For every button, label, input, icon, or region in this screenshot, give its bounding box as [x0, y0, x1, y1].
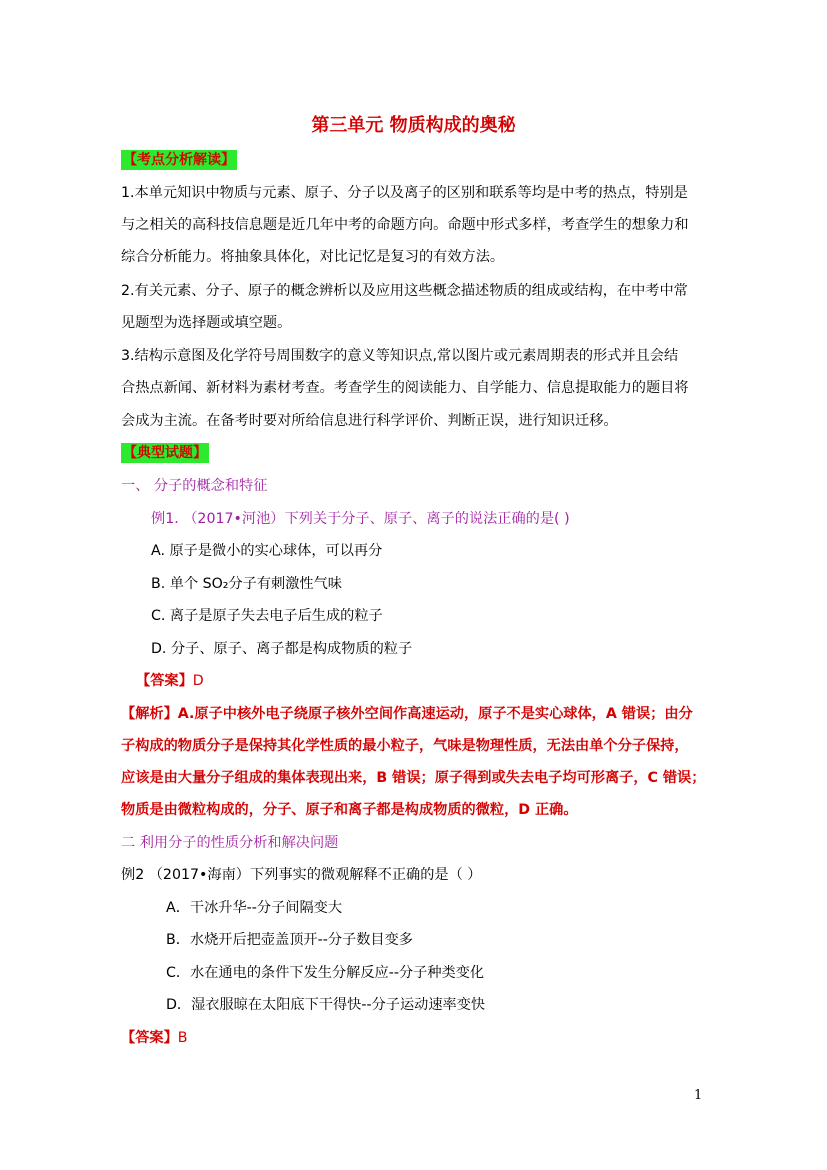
example-1-option-c: C. 离子是原子失去电子后生成的粒子 — [151, 608, 383, 624]
analysis-line: 2.有关元素、分子、原子的概念辨析以及应用这些概念描述物质的组成或结构，在中考中常 — [121, 283, 688, 299]
analysis-tag: 【考点分析解读】 — [123, 152, 235, 168]
analysis-line: 合热点新闻、新材料为素材考查。考查学生的阅读能力、自学能力、信息提取能力的题目将 — [121, 380, 689, 396]
example-1-option-b: B. 单个 SO₂分子有刺激性气味 — [151, 576, 342, 592]
answer-label: 【答案】 — [121, 1030, 178, 1046]
analysis-line: 见题型为选择题或填空题。 — [121, 315, 292, 331]
analysis-text: A.原子中核外电子绕原子核外空间作高速运动，原子不是实心球体，A 错误；由分 — [177, 706, 693, 722]
example-1-answer — [136, 671, 204, 691]
analysis-line: 综合分析能力。将抽象具体化，对比记忆是复习的有效方法。 — [121, 249, 505, 265]
example-2-answer — [121, 1028, 188, 1048]
example-1-analysis-line — [121, 704, 693, 724]
page-number: 1 — [694, 1088, 703, 1103]
analysis-line: 3.结构示意图及化学符号周围数字的意义等知识点,常以图片或元素周期表的形式并且会结 — [121, 348, 679, 364]
example-1-analysis-line: 物质是由微粒构成的，分子、原子和离子都是构成物质的微粒，D 正确。 — [121, 802, 578, 818]
examples-tag: 【典型试题】 — [123, 445, 207, 461]
example-2-question: 例2 （2017•海南）下列事实的微观解释不正确的是（ ） — [121, 867, 482, 883]
answer-value: B — [177, 1030, 188, 1046]
example-1-analysis-line: 应该是由大量分子组成的集体表现出来，B 错误；原子得到或失去电子均可形离子，C 错误； — [121, 770, 706, 786]
analysis-line: 1.本单元知识中物质与元素、原子、分子以及离子的区别和联系等均是中考的热点，特别是 — [121, 185, 688, 201]
example-1-analysis-line: 子构成的物质分子是保持其化学性质的最小粒子，气味是物理性质，无法由单个分子保持， — [121, 738, 689, 754]
analysis-line: 会成为主流。在备考时要对所给信息进行科学评价、判断正误，进行知识迁移。 — [121, 413, 618, 429]
section-heading-2: 二 利用分子的性质分析和解决问题 — [121, 835, 339, 851]
example-2-option-a: A．干冰升华--分子间隔变大 — [166, 900, 343, 916]
answer-label: 【答案】 — [136, 673, 193, 689]
analysis-line: 与之相关的高科技信息题是近几年中考的命题方向。命题中形式多样，考查学生的想象力和 — [121, 217, 689, 233]
example-2-option-c: C．水在通电的条件下发生分解反应--分子种类变化 — [166, 965, 485, 981]
example-1-option-d: D. 分子、原子、离子都是构成物质的粒子 — [151, 641, 413, 657]
example-1-option-a: A. 原子是微小的实心球体，可以再分 — [151, 543, 383, 559]
example-1-question: 例1. （2017•河池）下列关于分子、原子、离子的说法正确的是( ) — [151, 511, 570, 527]
answer-value: D — [192, 673, 204, 689]
example-2-option-d: D．湿衣服晾在太阳底下干得快--分子运动速率变快 — [166, 997, 486, 1013]
example-2-option-b: B．水烧开后把壶盖顶开--分子数目变多 — [166, 932, 413, 948]
analysis-label: 【解析】 — [121, 706, 178, 722]
section-heading-1: 一、 分子的概念和特征 — [121, 478, 268, 494]
page-title: 第三单元 物质构成的奥秘 — [311, 115, 516, 136]
